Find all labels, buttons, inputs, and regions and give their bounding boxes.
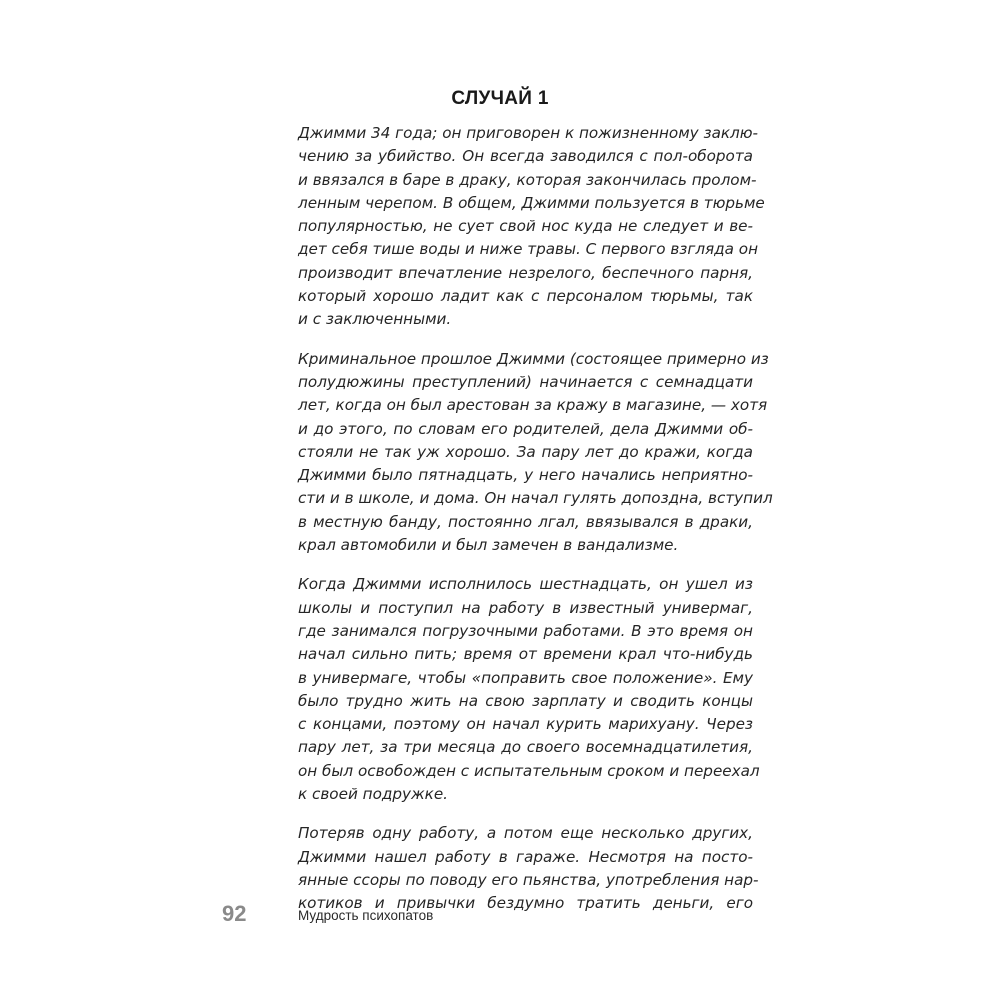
text-line: лет, когда он был арестован за кражу в магазине, — хотя bbox=[298, 396, 768, 415]
text-line: Джимми было пятнадцать, у него начались неприятно- bbox=[298, 466, 753, 485]
running-title: Мудрость психопатов bbox=[298, 908, 434, 923]
text-line: котиков и привычки бездумно тратить деньги, его bbox=[298, 894, 753, 913]
text-line: было трудно жить на свою зарплату и сводить концы bbox=[298, 691, 753, 710]
text-line: где занимался погрузочными работами. В это время он bbox=[298, 621, 753, 640]
text-line: ленным черепом. В общем, Джимми пользуется в тюрьме bbox=[298, 193, 765, 212]
text-line: Когда Джимми исполнилось шестнадцать, он ушел из bbox=[298, 575, 753, 594]
text-line: популярностью, не сует свой нос куда не следует и ве- bbox=[298, 217, 753, 236]
text-line: стояли не так уж хорошо. За пару лет до кражи, когда bbox=[298, 442, 753, 461]
text-line: чению за убийство. Он всегда заводился с пол-оборота bbox=[298, 147, 753, 166]
text-line: он был освобожден с испытательным сроком и переехал bbox=[298, 761, 760, 780]
text-line: Джимми 34 года; он приговорен к пожизненному заклю- bbox=[298, 124, 759, 142]
page-footer bbox=[0, 901, 1000, 931]
text-line: Потеряв одну работу, а потом еще несколько других, bbox=[298, 824, 753, 843]
text-line: Джимми нашел работу в гараже. Несмотря на посто- bbox=[298, 847, 753, 866]
text-line: Криминальное прошлое Джимми (состоящее примерно из bbox=[298, 349, 769, 368]
text-line: пару лет, за три месяца до своего восемнадцатилетия, bbox=[298, 738, 753, 757]
paragraph bbox=[298, 348, 773, 558]
text-line: и ввязался в баре в драку, которая закончилась пролом- bbox=[298, 170, 757, 189]
text-line: начал сильно пить; время от времени крал что-нибудь bbox=[298, 645, 753, 664]
text-line: крал автомобили и был замечен в вандализме. bbox=[298, 536, 679, 555]
text-line: в местную банду, постоянно лгал, ввязывался в драки, bbox=[298, 512, 753, 531]
text-line: в универмаге, чтобы «поправить свое положение». Ему bbox=[298, 668, 753, 687]
text-line: сти и в школе, и дома. Он начал гулять допоздна, вступил bbox=[298, 489, 773, 508]
text-line: и с заключенными. bbox=[298, 310, 452, 329]
paragraph bbox=[298, 122, 765, 332]
page-number: 92 bbox=[222, 901, 247, 926]
paragraph bbox=[298, 573, 760, 806]
text-line: школы и поступил на работу в известный универмаг, bbox=[298, 598, 753, 617]
text-line: с концами, поэтому он начал курить марихуану. Через bbox=[298, 715, 753, 734]
case-heading: СЛУЧАЙ 1 bbox=[451, 88, 549, 109]
body-text bbox=[298, 122, 773, 932]
text-line: производит впечатление незрелого, беспечного парня, bbox=[298, 263, 753, 282]
text-line: и до этого, по словам его родителей, дела Джимми об- bbox=[298, 419, 753, 438]
text-line: полудюжины преступлений) начинается с семнадцати bbox=[298, 372, 753, 391]
text-line: к своей подружке. bbox=[298, 785, 449, 804]
text-line: янные ссоры по поводу его пьянства, употребления нар- bbox=[298, 870, 759, 889]
text-line: который хорошо ладит как с персоналом тюрьмы, так bbox=[298, 287, 753, 306]
text-line: дет себя тише воды и ниже травы. С первого взгляда он bbox=[298, 240, 759, 259]
